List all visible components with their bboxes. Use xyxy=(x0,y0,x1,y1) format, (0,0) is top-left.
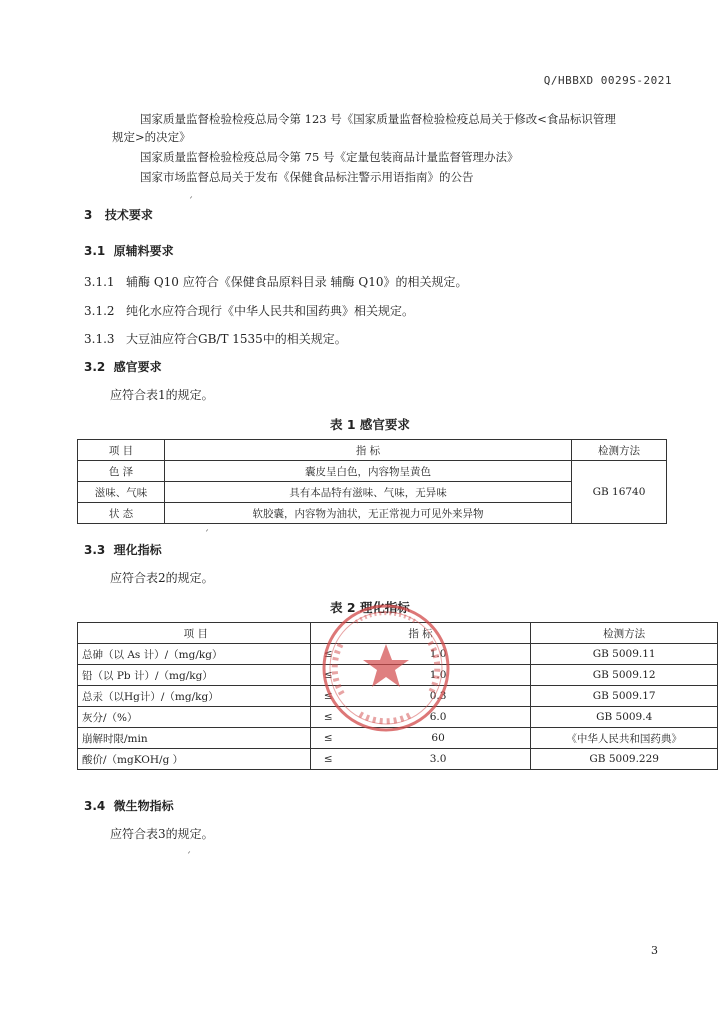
row-item: 铅（以 Pb 计）/（mg/kg） xyxy=(78,665,311,686)
row-item: 酸价/（mgKOH/g ） xyxy=(78,749,311,770)
header-method: 检测方法 xyxy=(572,440,667,461)
clause-number: 3.1.3 xyxy=(84,332,115,346)
clause-3-1-3 xyxy=(84,330,347,347)
row-method: GB 5009.11 xyxy=(531,644,718,665)
row-method: GB 5009.12 xyxy=(531,665,718,686)
row-spec: 具有本品特有滋味、气味，无异味 xyxy=(165,482,572,503)
row-spec: 软胶囊，内容物为油状，无正常视力可见外来异物 xyxy=(165,503,572,524)
row-item: 总汞（以Hg计）/（mg/kg） xyxy=(78,686,311,707)
reference-line-3: 国家市场监督总局关于发布《保健食品标注警示用语指南》的公告 xyxy=(140,170,474,184)
table-1 xyxy=(77,439,667,524)
clause-number: 3.1.1 xyxy=(84,275,115,289)
section-title: 感官要求 xyxy=(113,360,162,374)
section-number: 3.3 xyxy=(84,543,106,557)
row-spec: 囊皮呈白色，内容物呈黄色 xyxy=(165,461,572,482)
section-title: 原辅料要求 xyxy=(113,244,174,258)
reference-line-1-cont: 规定>的决定》 xyxy=(112,130,191,144)
scan-mark: ˊ xyxy=(186,852,191,863)
document-code: Q/HBBXD 0029S-2021 xyxy=(543,74,672,87)
section-number: 3 xyxy=(84,208,93,222)
table-row xyxy=(78,749,718,770)
header-method: 检测方法 xyxy=(531,623,718,644)
header-spec: 指 标 xyxy=(310,623,531,644)
clause-3-1-2 xyxy=(84,302,414,319)
row-value: 6.0 xyxy=(346,707,531,728)
section-3-3-text: 应符合表2的规定。 xyxy=(110,571,214,585)
row-method: 《中华人民共和国药典》 xyxy=(531,728,718,749)
row-operator: ≤ xyxy=(310,686,346,707)
section-number: 3.4 xyxy=(84,799,106,813)
row-operator: ≤ xyxy=(310,749,346,770)
header-spec: 指 标 xyxy=(165,440,572,461)
table-header-row xyxy=(78,440,667,461)
section-3-2-heading xyxy=(84,358,162,375)
clause-number: 3.1.2 xyxy=(84,304,115,318)
row-operator: ≤ xyxy=(310,644,346,665)
row-item: 总砷（以 As 计）/（mg/kg） xyxy=(78,644,311,665)
row-value: 1.0 xyxy=(346,665,531,686)
row-item: 状 态 xyxy=(78,503,165,524)
row-value: 3.0 xyxy=(346,749,531,770)
section-3-1-heading xyxy=(84,242,174,259)
table-2-caption: 表 2 理化指标 xyxy=(330,600,410,615)
scan-mark: ˊ xyxy=(204,530,209,541)
row-method: GB 5009.17 xyxy=(531,686,718,707)
row-item: 色 泽 xyxy=(78,461,165,482)
clause-text: 辅酶 Q10 应符合《保健食品原料目录 辅酶 Q10》的相关规定。 xyxy=(126,275,468,289)
table-1-caption: 表 1 感官要求 xyxy=(330,417,410,432)
row-method: GB 5009.4 xyxy=(531,707,718,728)
row-operator: ≤ xyxy=(310,728,346,749)
page-number: 3 xyxy=(651,944,658,957)
section-3-3-heading xyxy=(84,541,162,558)
clause-text: 纯化水应符合现行《中华人民共和国药典》相关规定。 xyxy=(126,304,415,318)
section-3-4-text: 应符合表3的规定。 xyxy=(110,827,214,841)
reference-line-1: 国家质量监督检验检疫总局令第 123 号《国家质量监督检验检疫总局关于修改<食品标识管理 xyxy=(140,112,616,126)
row-operator: ≤ xyxy=(310,707,346,728)
row-value: 1.0 xyxy=(346,644,531,665)
section-3-4-heading xyxy=(84,797,174,814)
row-item: 崩解时限/min xyxy=(78,728,311,749)
clause-text: 大豆油应符合GB/T 1535中的相关规定。 xyxy=(126,332,347,346)
row-item: 灰分/（%） xyxy=(78,707,311,728)
official-seal-stamp xyxy=(320,602,452,734)
section-title: 技术要求 xyxy=(104,208,153,222)
header-item: 项 目 xyxy=(78,623,311,644)
row-item: 滋味、气味 xyxy=(78,482,165,503)
header-item: 项 目 xyxy=(78,440,165,461)
table-row xyxy=(78,461,667,482)
section-3-heading xyxy=(84,206,153,223)
row-operator: ≤ xyxy=(310,665,346,686)
scan-mark: ˊ xyxy=(188,197,193,208)
clause-3-1-1 xyxy=(84,273,467,290)
section-number: 3.2 xyxy=(84,360,106,374)
reference-line-2: 国家质量监督检验检疫总局令第 75 号《定量包装商品计量监督管理办法》 xyxy=(140,150,519,164)
section-3-2-text: 应符合表1的规定。 xyxy=(110,388,214,402)
section-title: 理化指标 xyxy=(113,543,162,557)
row-method: GB 16740 xyxy=(572,461,667,524)
row-method: GB 5009.229 xyxy=(531,749,718,770)
row-value: 60 xyxy=(346,728,531,749)
row-value: 0.3 xyxy=(346,686,531,707)
section-number: 3.1 xyxy=(84,244,106,258)
section-title: 微生物指标 xyxy=(113,799,174,813)
